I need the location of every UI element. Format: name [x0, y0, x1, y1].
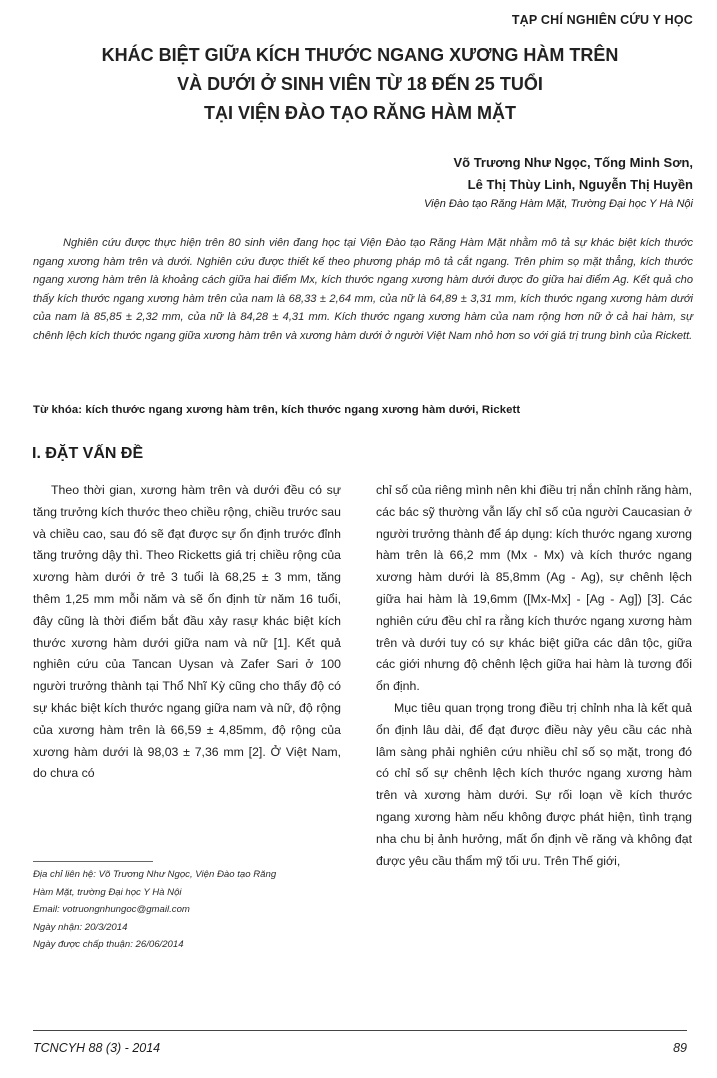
affiliation: Viện Đào tạo Răng Hàm Mặt, Trường Đại học Y Hà Nội	[424, 198, 693, 210]
paragraph: Mục tiêu quan trọng trong điều trị chỉnh nha là kết quả ổn định lâu dài, để đạt được điều này yêu cầu các nhà lâm sàng phải nghiên cứu nhiều chỉ số sọ mặt, trong đó có chỉ số sự chênh lệch kích thước ngang xương hàm trên và xương hàm dưới. Sự rối loạn về kích thước ngang xương hàm nếu không được phát hiện, tình trạng nha chu bị ảnh hưởng, mất ổn định về răng và không đạt được yêu cầu thẩm mỹ tối ưu. Trên Thế giới,	[376, 700, 692, 868]
journal-citation: TCNCYH 88 (3) - 2014	[33, 1041, 161, 1055]
body-column-left	[33, 480, 341, 785]
paragraph: Theo thời gian, xương hàm trên và dưới đều có sự tăng trưởng kích thước theo chiều rộng, chiều trước sau và chiều cao, sau đó sẽ đạt được sự ổn định trước đỉnh tăng trưởng dậy thì. Theo Ricketts giá trị chiều rộng của xương hàm dưới ở trẻ 3 tuổi là 68,25 ± 3 mm, tăng thêm 1,25 mm mỗi năm và sẽ ổn định từ năm 16 tuổi, đây cũng là thời điểm bắt đầu xảy rasự khác biệt kích thước xương hàm dưới giữa nam và nữ [1]. Kết quả nghiên cứu của Tancan Uysan và Zafer Sari ở 100 người trưởng thành tại Thổ Nhĩ Kỳ cũng cho thấy độ có sự khác biệt kích thước ngang giữa nam và nữ, độ rộng của xương hàm trên là 66,59 ± 4,85mm, độ rộng của xương hàm dưới là 98,03 ± 7,36 mm [2]. Ở Việt Nam, do chưa có	[33, 483, 341, 781]
footnote-line: Địa chỉ liên hệ: Võ Trương Như Ngọc, Viện Đào tạo Răng	[33, 869, 277, 880]
title-line-2: VÀ DƯỚI Ở SINH VIÊN TỪ 18 ĐẾN 25 TUỔI	[177, 74, 543, 94]
body-column-right	[376, 480, 692, 872]
footnote-line: Hàm Mặt, trường Đại học Y Hà Nội	[33, 886, 182, 898]
title-line-1: KHÁC BIỆT GIỮA KÍCH THƯỚC NGANG XƯƠNG HÀM TRÊN	[101, 45, 619, 65]
section-heading: I. ĐẶT VẤN ĐỀ	[32, 445, 144, 462]
page-number: 89	[673, 1041, 687, 1055]
title-line-3: TẠI VIỆN ĐÀO TẠO RĂNG HÀM MẶT	[204, 103, 516, 123]
footer-divider	[33, 1030, 687, 1031]
authors-line-1: Võ Trương Như Ngọc, Tống Minh Sơn,	[453, 155, 693, 170]
article-title	[30, 41, 690, 128]
authors-line-2: Lê Thị Thùy Linh, Nguyễn Thị Huyền	[467, 177, 693, 192]
paragraph: chỉ số của riêng mình nên khi điều trị nắn chỉnh răng hàm, các bác sỹ thường vẫn lấy chỉ số của người Caucasian ở người trưởng thành để áp dụng: kích thước ngang xương hàm trên là 66,2 mm (Mx - Mx) và kích thước ngang xương hàm dưới là 85,8mm (Ag - Ag), sự chênh lệch giữa hai hàm là 19,6mm ([Mx-Mx] - [Ag - Ag]) [3]. Các nghiên cứu đều chỉ ra rằng kích thước ngang xương hàm trên và dưới tuy có sự khác biệt giữa các dân tộc, giữa các giới nhưng độ chênh lệch giữa hai hàm là tương đối ổn định.	[376, 483, 692, 694]
footnote-received-date: Ngày nhận: 20/3/2014	[33, 921, 128, 933]
abstract: Nghiên cứu được thực hiện trên 80 sinh viên đang học tại Viện Đào tạo Răng Hàm Mặt nhằm mô tả sự khác biệt kích thước ngang xương hàm trên và dưới. Nghiên cứu được thiết kế theo phương pháp mô tả cắt ngang. Trên phim sọ mặt thẳng, kích thước ngang xương hàm trên là khoảng cách giữa hai điểm Mx, kích thước ngang xương hàm dưới được đo giữa hai điểm Ag. Kết quả cho thấy kích thước ngang xương hàm trên của nam là 68,33 ± 2,64 mm, của nữ là 64,89 ± 3,31 mm, kích thước ngang xương hàm dưới của nam là 85,85 ± 2,32 mm, của nữ là 84,28 ± 4,31 mm. Kích thước ngang xương hàm của nam rộng hơn nữ ở cả hai hàm, sự chênh lệch kích thước ngang giữa xương hàm trên và xương hàm dưới ở người Việt Nam nhỏ hơn so với giá trị trung bình của Rickett.	[33, 237, 693, 342]
footnote-accepted-date: Ngày được chấp thuận: 26/06/2014	[33, 939, 184, 950]
author-list	[453, 152, 693, 196]
footnote-divider	[33, 861, 153, 862]
footnote-email: Email: votruongnhungoc@gmail.com	[33, 904, 190, 915]
journal-name: TẠP CHÍ NGHIÊN CỨU Y HỌC	[511, 13, 693, 27]
footnote	[33, 866, 353, 954]
keywords: Từ khóa: kích thước ngang xương hàm trên, kích thước ngang xương hàm dưới, Rickett	[33, 404, 521, 416]
